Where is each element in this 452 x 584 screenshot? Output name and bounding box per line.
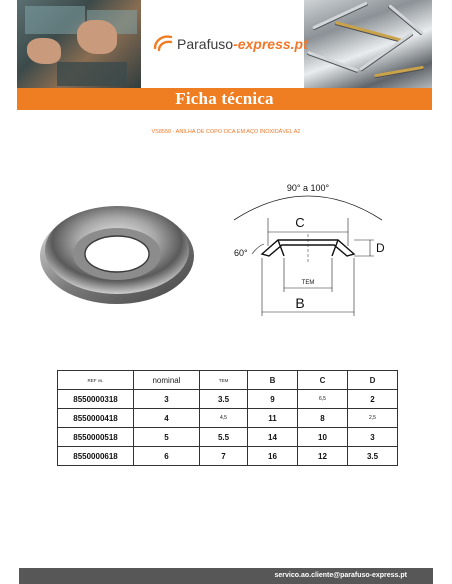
product-subtitle: VS8550 - ANILHA DE COPO OCA EM AÇO INOXIDÁVEL A2	[151, 129, 301, 135]
angle-side-label: 60°	[234, 248, 248, 258]
washer-photo	[38, 196, 196, 306]
table-row	[58, 447, 398, 466]
title-banner	[17, 88, 432, 110]
label-c: C	[295, 215, 305, 230]
header-b: B	[248, 371, 298, 390]
brand-name: Parafuso	[177, 36, 234, 52]
footer-bar	[19, 568, 433, 584]
cell-nominal: 4	[134, 409, 200, 428]
header-c: C	[298, 371, 348, 390]
header-photo-screws	[304, 0, 432, 90]
angle-top-label: 90° a 100°	[286, 183, 330, 193]
brand-suffix: -express.pt	[233, 36, 308, 52]
cell-c: 6,5	[298, 390, 348, 409]
header-d: D	[348, 371, 398, 390]
spec-table	[57, 370, 398, 466]
logo-swoosh-icon	[152, 33, 174, 55]
table-row	[58, 409, 398, 428]
table-header-row	[58, 371, 398, 390]
cell-ref: 8550000418	[58, 409, 134, 428]
technical-drawing	[224, 174, 392, 320]
cell-ref: 8550000618	[58, 447, 134, 466]
cell-tem: 5.5	[200, 428, 248, 447]
page-title: Ficha técnica	[175, 89, 274, 108]
cell-nominal: 5	[134, 428, 200, 447]
contact-email-link[interactable]: servico.ao.cliente@parafuso-express.pt	[274, 572, 407, 579]
cell-c: 12	[298, 447, 348, 466]
header-ref: REF vs.	[58, 371, 134, 390]
cell-b: 11	[248, 409, 298, 428]
header-photo-workshop	[17, 0, 141, 90]
cell-nominal: 6	[134, 447, 200, 466]
label-b: B	[295, 295, 305, 311]
cell-tem: 7	[200, 447, 248, 466]
cell-b: 9	[248, 390, 298, 409]
label-d: D	[376, 241, 385, 255]
cell-b: 14	[248, 428, 298, 447]
cell-d: 2,5	[348, 409, 398, 428]
table-row	[58, 428, 398, 447]
cell-d: 2	[348, 390, 398, 409]
cell-d: 3.5	[348, 447, 398, 466]
label-tem: TEM	[301, 280, 315, 286]
cell-nominal: 3	[134, 390, 200, 409]
cell-tem: 4,5	[200, 409, 248, 428]
brand-logo	[152, 33, 308, 55]
cell-d: 3	[348, 428, 398, 447]
cell-c: 10	[298, 428, 348, 447]
cell-c: 8	[298, 409, 348, 428]
cell-ref: 8550000518	[58, 428, 134, 447]
header-nominal: nominal	[134, 371, 200, 390]
table-row	[58, 390, 398, 409]
header-tem: TEM	[200, 371, 248, 390]
cell-ref: 8550000318	[58, 390, 134, 409]
cell-tem: 3.5	[200, 390, 248, 409]
cell-b: 16	[248, 447, 298, 466]
